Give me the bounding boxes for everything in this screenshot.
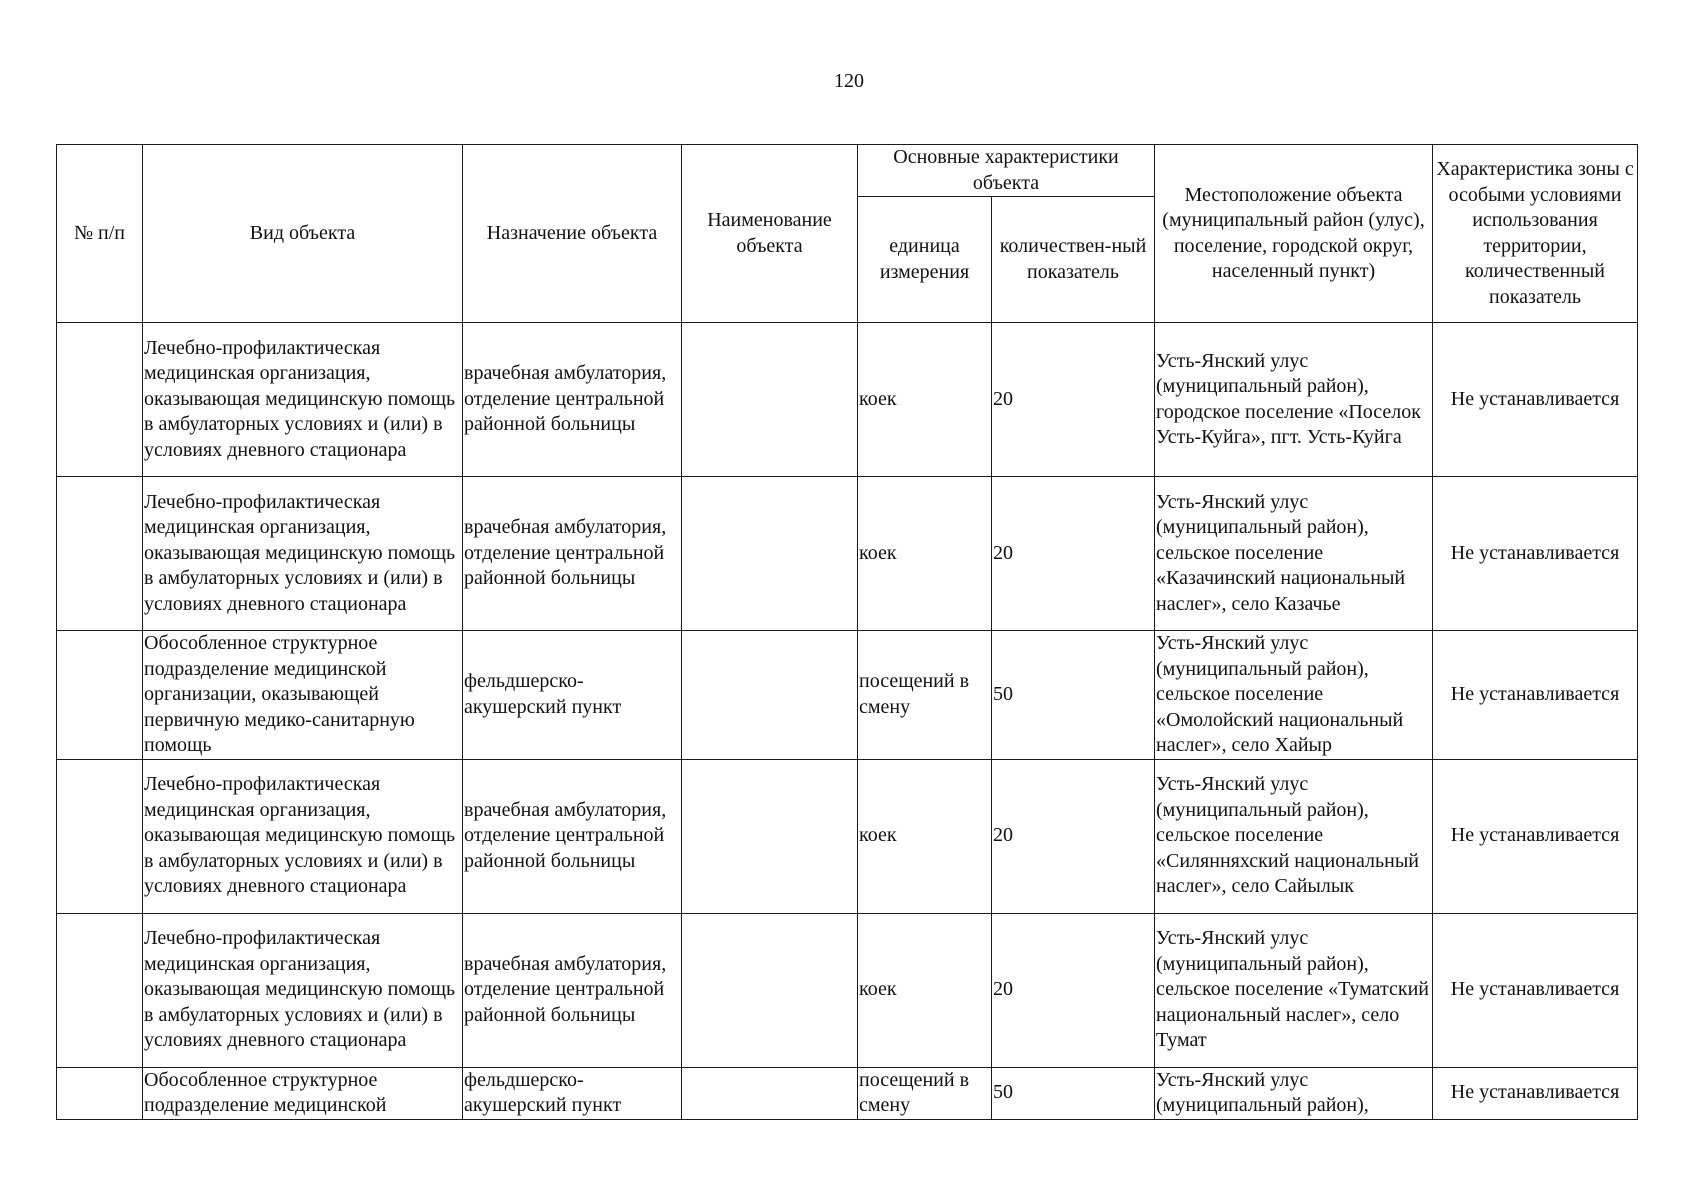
cell-object-purpose: фельдшерско-акушерский пункт [463,1067,682,1119]
header-unit: единица измерения [858,197,992,323]
table-row [57,323,1638,477]
cell-object-name [682,323,858,477]
cell-location: Усть-Янский улус (муниципальный район), сельское поселение «Туматский национальный наслег», село Тумат [1155,913,1433,1067]
cell-num [57,477,143,631]
cell-unit: коек [858,477,992,631]
cell-zone: Не устанавливается [1433,913,1638,1067]
cell-num [57,631,143,760]
header-object-purpose: Назначение объекта [463,145,682,323]
table-header-row [57,145,1638,197]
cell-object-purpose: врачебная амбулатория, отделение центральной районной больницы [463,759,682,913]
cell-object-type: Обособленное структурное подразделение медицинской организации, оказывающей первичную медико-санитарную помощь [143,631,463,760]
objects-table [56,144,1638,1120]
cell-object-type: Лечебно-профилактическая медицинская организация, оказывающая медицинскую помощь в амбулаторных условиях и (или) в условиях дневного стационара [143,913,463,1067]
header-object-type: Вид объекта [143,145,463,323]
table-row [57,1067,1638,1119]
cell-quantity: 20 [992,759,1155,913]
header-main-characteristics: Основные характеристики объекта [858,145,1155,197]
header-num: № п/п [57,145,143,323]
cell-object-type: Лечебно-профилактическая медицинская организация, оказывающая медицинскую помощь в амбулаторных условиях и (или) в условиях дневного стационара [143,759,463,913]
cell-unit: коек [858,913,992,1067]
cell-quantity: 20 [992,477,1155,631]
header-zone: Характеристика зоны с особыми условиями использования территории, количественный показатель [1433,145,1638,323]
cell-object-name [682,1067,858,1119]
table-row [57,913,1638,1067]
cell-quantity: 20 [992,913,1155,1067]
cell-location: Усть-Янский улус (муниципальный район), сельское поселение «Казачинский национальный наслег», село Казачье [1155,477,1433,631]
table-row [57,759,1638,913]
cell-object-type: Обособленное структурное подразделение медицинской [143,1067,463,1119]
cell-object-type: Лечебно-профилактическая медицинская организация, оказывающая медицинскую помощь в амбулаторных условиях и (или) в условиях дневного стационара [143,323,463,477]
cell-zone: Не устанавливается [1433,631,1638,760]
cell-object-name [682,477,858,631]
header-object-name: Наименование объекта [682,145,858,323]
cell-location: Усть-Янский улус (муниципальный район), городское поселение «Поселок Усть-Куйга», пгт. Усть-Куйга [1155,323,1433,477]
cell-unit: коек [858,759,992,913]
header-location: Местоположение объекта (муниципальный район (улус), поселение, городской округ, населенный пункт) [1155,145,1433,323]
cell-object-purpose: врачебная амбулатория, отделение центральной районной больницы [463,477,682,631]
cell-zone: Не устанавливается [1433,759,1638,913]
cell-object-purpose: врачебная амбулатория, отделение центральной районной больницы [463,323,682,477]
cell-location: Усть-Янский улус (муниципальный район), сельское поселение «Омолойский национальный наслег», село Хайыр [1155,631,1433,760]
cell-location: Усть-Янский улус (муниципальный район), сельское поселение «Силянняхский национальный наслег», село Сайылык [1155,759,1433,913]
cell-object-name [682,631,858,760]
cell-quantity: 50 [992,631,1155,760]
cell-object-name [682,913,858,1067]
header-quantity: количествен-ный показатель [992,197,1155,323]
cell-object-name [682,759,858,913]
table-row [57,631,1638,760]
cell-zone: Не устанавливается [1433,323,1638,477]
cell-zone: Не устанавливается [1433,1067,1638,1119]
cell-zone: Не устанавливается [1433,477,1638,631]
cell-num [57,1067,143,1119]
cell-num [57,759,143,913]
cell-unit: коек [858,323,992,477]
cell-unit: посещений в смену [858,1067,992,1119]
page-number: 120 [834,70,864,92]
cell-object-purpose: врачебная амбулатория, отделение центральной районной больницы [463,913,682,1067]
cell-object-type: Лечебно-профилактическая медицинская организация, оказывающая медицинскую помощь в амбулаторных условиях и (или) в условиях дневного стационара [143,477,463,631]
cell-quantity: 20 [992,323,1155,477]
cell-num [57,323,143,477]
cell-quantity: 50 [992,1067,1155,1119]
cell-object-purpose: фельдшерско-акушерский пункт [463,631,682,760]
cell-unit: посещений в смену [858,631,992,760]
table-row [57,477,1638,631]
cell-num [57,913,143,1067]
cell-location: Усть-Янский улус (муниципальный район), [1155,1067,1433,1119]
